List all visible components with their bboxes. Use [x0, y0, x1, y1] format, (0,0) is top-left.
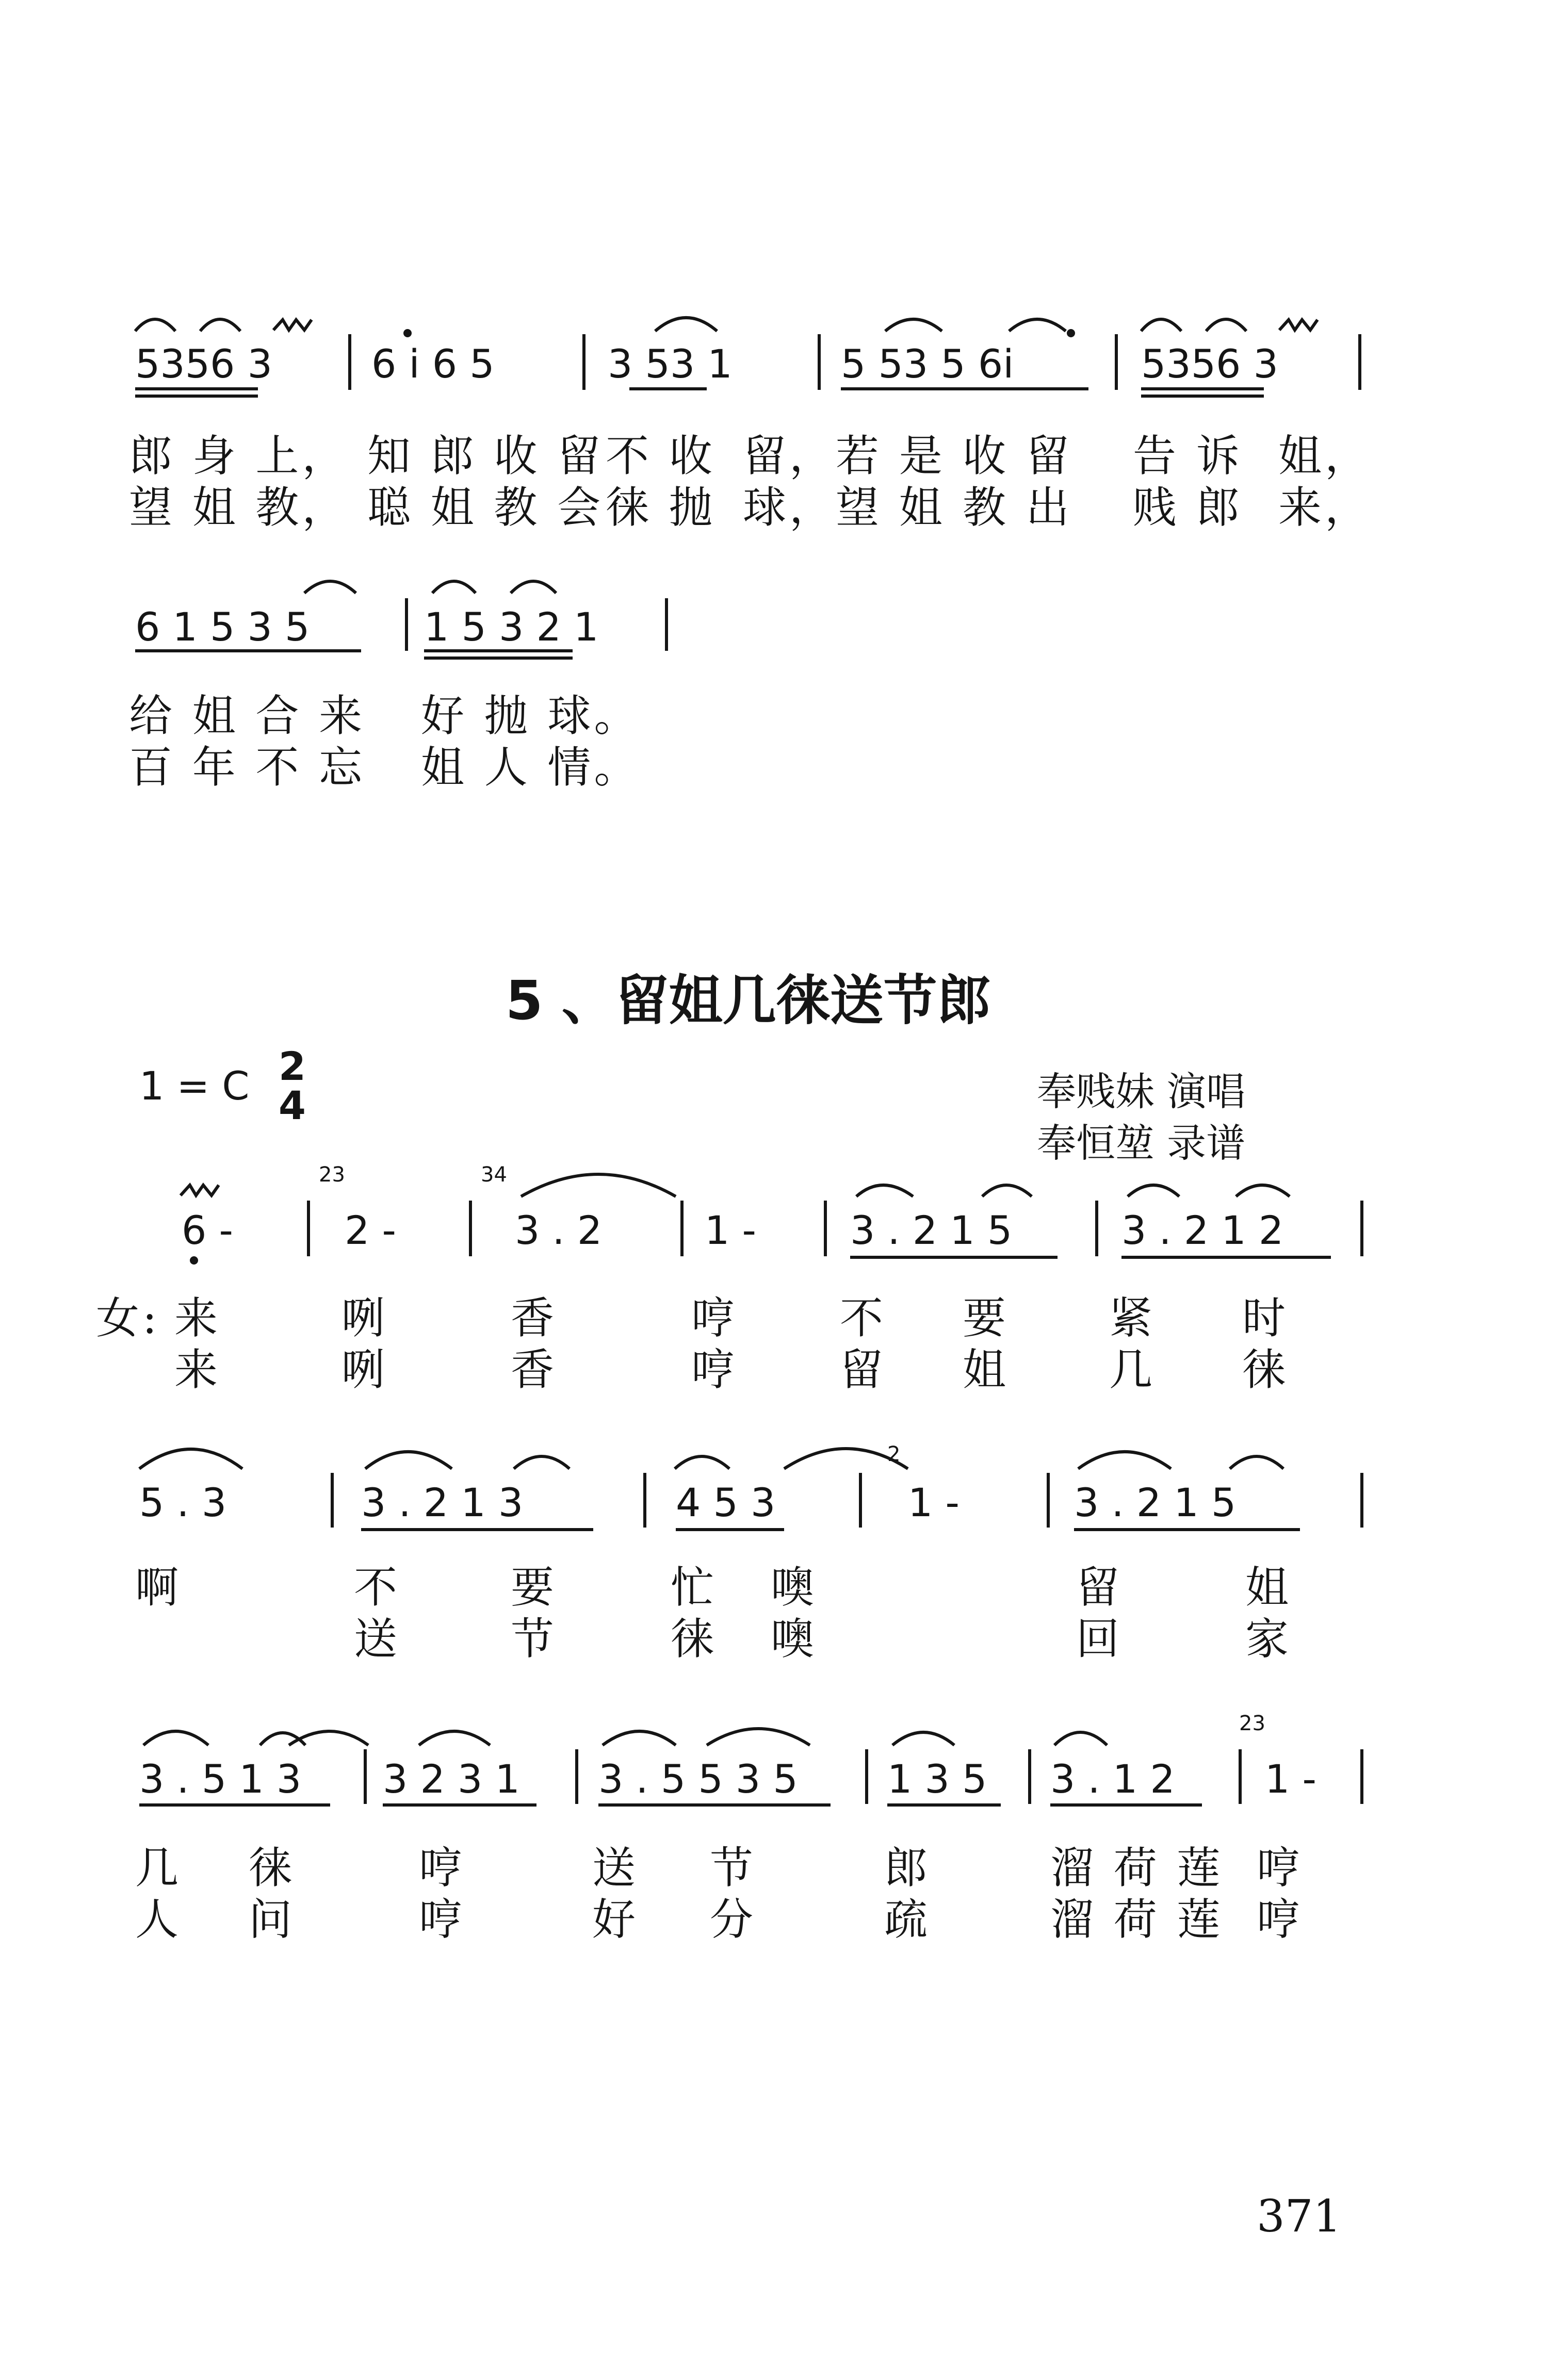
lyric: 教 出 — [963, 482, 1072, 533]
measure: 1 3 5 — [887, 1756, 987, 1802]
lyric: 告 诉 — [1133, 431, 1243, 481]
lyric: 百 年 不 忘 — [129, 742, 366, 793]
lyric: 留，若 是 — [743, 431, 946, 481]
lyric: 球，望 姐 — [743, 482, 946, 533]
singer-credit: 奉贱妹 演唱 — [1037, 1069, 1246, 1114]
lyric: 郎 — [884, 1843, 931, 1893]
lyric: 姐 — [963, 1344, 1010, 1395]
lyric: 香 — [511, 1293, 558, 1343]
lyric: 时 — [1242, 1293, 1289, 1343]
measure: 3 . 2 1 5 — [1074, 1480, 1237, 1525]
measure: 3 . 2 1 3 — [361, 1480, 524, 1525]
time-signature-top: 2 — [279, 1043, 306, 1089]
lyric: 噢 — [771, 1562, 818, 1613]
measure: 3 . 5 1 3 — [139, 1756, 302, 1802]
ornaments — [181, 320, 1318, 1265]
measure: 6 1 5 3 5 — [135, 604, 310, 650]
grace-note: 34 — [481, 1163, 507, 1187]
song-title: 5 、留姐几徕送节郎 — [506, 969, 991, 1032]
measure: 5356 3 — [135, 341, 272, 387]
lyric: 送 — [354, 1614, 401, 1664]
lyric: 来 — [174, 1344, 221, 1395]
measure: 2 - — [345, 1207, 396, 1253]
lyric: 要 — [511, 1562, 558, 1613]
key: 1 = C — [139, 1063, 250, 1109]
measure: 3 . 5 5 3 5 — [598, 1756, 798, 1802]
lyric: 啊 — [135, 1562, 182, 1613]
lyric: 人 — [135, 1894, 182, 1945]
measure: 6 i 6 5 — [371, 341, 495, 387]
measure: 3 . 2 1 5 — [850, 1207, 1013, 1253]
lyric: 姐， — [1278, 431, 1372, 481]
lyric: 聪 姐 教 会 — [367, 482, 604, 533]
lyric: 送 — [592, 1843, 639, 1893]
measure: 1 - — [705, 1207, 756, 1253]
lyric: 几 — [135, 1843, 182, 1893]
lyric: 望 姐 教， — [129, 482, 349, 533]
lyric: 好 — [592, 1894, 639, 1945]
measure: 1 5 3 2 1 — [424, 604, 599, 650]
lyric: 知 郎 收 留 — [367, 431, 604, 481]
lyric: 香 — [511, 1344, 558, 1395]
grace-note: 2 — [887, 1442, 901, 1466]
page-number: 371 — [1257, 2191, 1342, 2242]
lyric: 咧 — [341, 1344, 388, 1395]
barlines — [308, 334, 1362, 1804]
lyric: 哼 — [1257, 1843, 1304, 1893]
measure: 5356 3 — [1141, 341, 1278, 387]
lyric: 徕 抛 — [606, 482, 715, 533]
lyric: 姐 人 情。 — [421, 742, 641, 793]
lyric: 哼 — [419, 1894, 466, 1945]
lyric: 不 — [840, 1293, 887, 1343]
measure: 5 . 3 — [139, 1480, 227, 1525]
lyric: 要 — [963, 1293, 1010, 1343]
lyric: 疏 — [884, 1894, 931, 1945]
lyric: 徕 — [1242, 1344, 1289, 1395]
measure: 3 . 2 1 2 — [1121, 1207, 1284, 1253]
lyric: 来， — [1278, 482, 1372, 533]
lyric: 问 — [249, 1894, 296, 1945]
lyric: 哼 — [691, 1293, 738, 1343]
measure: 3 . 2 — [515, 1207, 603, 1253]
lyric: 郎 身 上， — [129, 431, 349, 481]
role-label: 女: — [96, 1293, 160, 1343]
lyric: 留 — [840, 1344, 887, 1395]
measure: 3 . 1 2 — [1050, 1756, 1175, 1802]
grace-note: 23 — [319, 1163, 345, 1187]
lyric: 哼 — [419, 1843, 466, 1893]
transcriber-credit: 奉恒堃 录谱 — [1037, 1120, 1246, 1166]
lyric: 来 — [174, 1293, 221, 1343]
lyric: 分 — [710, 1894, 757, 1945]
lyric: 溜 荷 莲 — [1050, 1843, 1224, 1893]
lyric: 好 抛 球。 — [421, 691, 641, 741]
time-signature-bottom: 4 — [279, 1082, 306, 1128]
measure: 1 - — [908, 1480, 959, 1525]
measure: 1 - — [1265, 1756, 1316, 1802]
lyric: 哼 — [691, 1344, 738, 1395]
lyric: 溜 荷 莲 — [1050, 1894, 1224, 1945]
lyric: 节 — [710, 1843, 757, 1893]
lyric: 给 姐 合 来 — [129, 691, 366, 741]
lyric: 哼 — [1257, 1894, 1304, 1945]
lyric: 忙 — [671, 1562, 718, 1613]
lyric: 咧 — [341, 1293, 388, 1343]
lyric: 回 — [1076, 1614, 1123, 1664]
lyric: 不 收 — [606, 431, 715, 481]
beams — [135, 389, 1331, 1805]
measure: 6 - — [182, 1207, 233, 1253]
lyric: 紧 — [1109, 1293, 1156, 1343]
measure: 3 2 3 1 — [383, 1756, 520, 1802]
lyric: 噢 — [771, 1614, 818, 1664]
lyric: 收 留 — [963, 431, 1072, 481]
lyric: 徕 — [249, 1843, 296, 1893]
lyric: 留 — [1076, 1562, 1123, 1613]
lyric: 不 — [354, 1562, 401, 1613]
lyric: 姐 — [1245, 1562, 1292, 1613]
lyric: 徕 — [671, 1614, 718, 1664]
lyric: 贱 郎 — [1133, 482, 1243, 533]
lyric: 几 — [1109, 1344, 1156, 1395]
lyric: 家 — [1245, 1614, 1292, 1664]
lyric: 节 — [511, 1614, 558, 1664]
grace-note: 23 — [1239, 1712, 1265, 1735]
measure: 3 53 1 — [608, 341, 733, 387]
measure: 4 5 3 — [676, 1480, 776, 1525]
measure: 5 53 5 6i — [841, 341, 1014, 387]
